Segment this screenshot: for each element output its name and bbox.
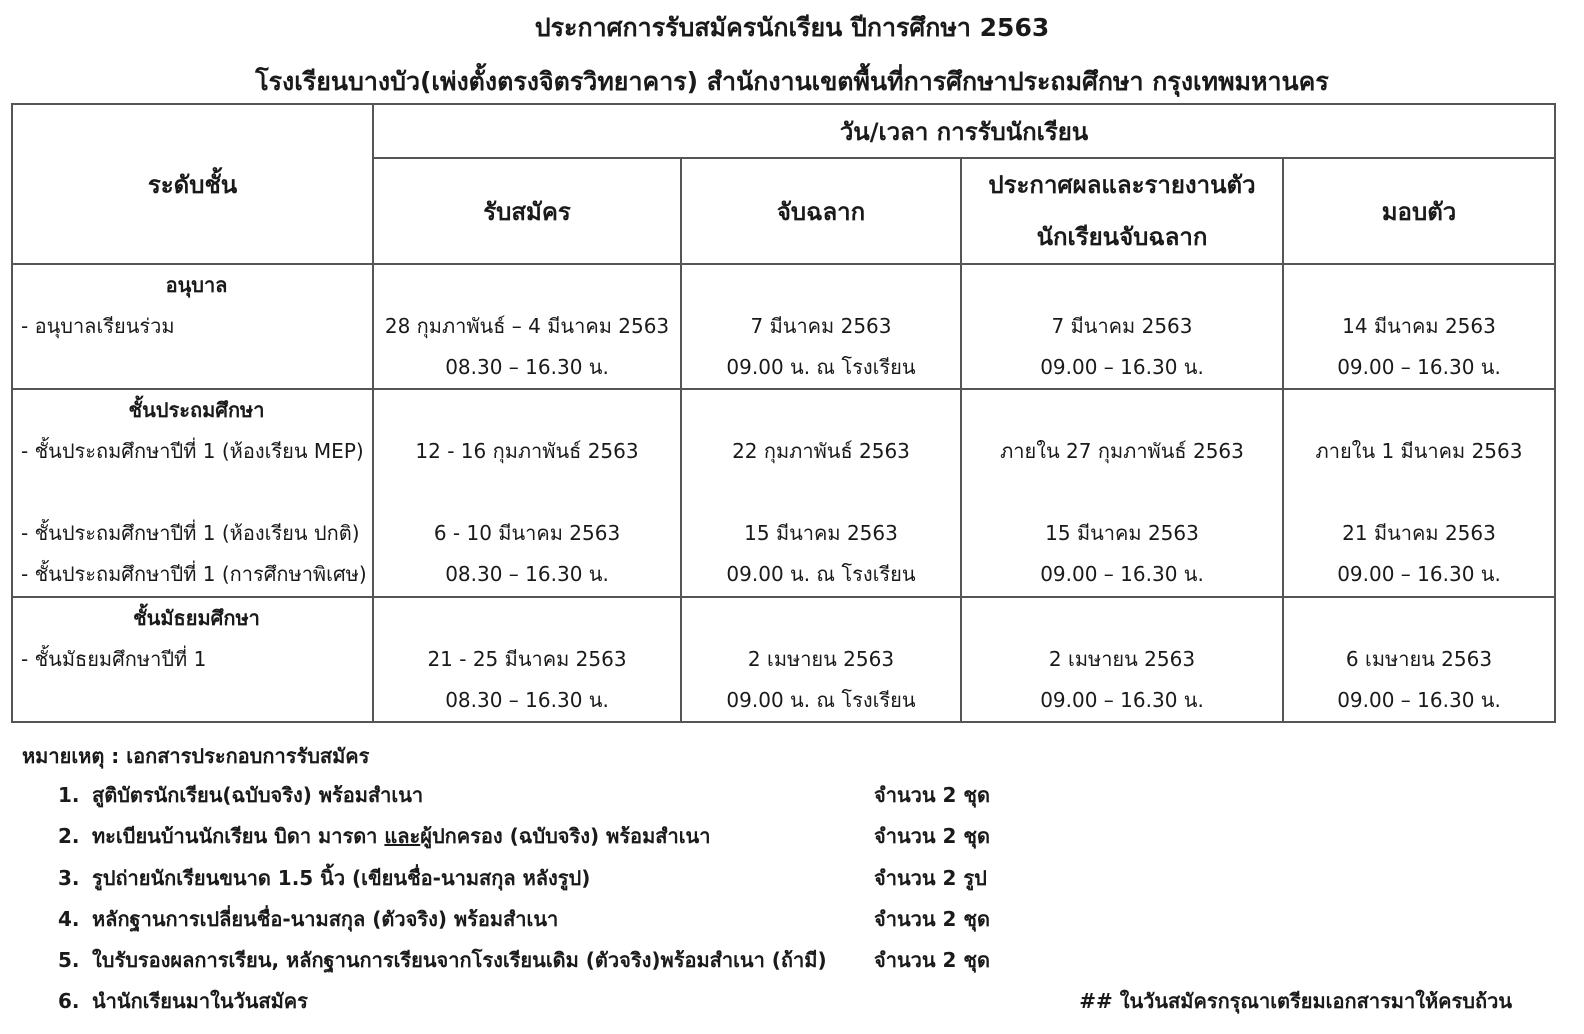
apply-date: 6 - 10 มีนาคม 2563	[433, 521, 621, 545]
note-text: หลักฐานการเปลี่ยนชื่อ-นามสกุล (ตัวจริง) พร้อมสำเนา	[92, 906, 559, 931]
announce-date: ภายใน 27 กุมภาพันธ์ 2563	[1000, 439, 1244, 463]
note-text	[92, 816, 710, 857]
apply-date: 28 กุมภาพันธ์ – 4 มีนาคม 2563	[384, 314, 670, 338]
note-text-part: ผู้ปกครอง (ฉบับจริง) พร้อมสำเนา	[420, 824, 711, 849]
notes-section	[22, 737, 1562, 1023]
header-report: มอบตัว	[1283, 158, 1555, 264]
report-cell	[1283, 264, 1555, 389]
note-text: รูปถ่ายนักเรียนขนาด 1.5 นิ้ว (เขียนชื่อ-นามสกุล หลังรูป)	[92, 865, 591, 890]
announce-cell	[961, 597, 1283, 722]
report-time: 09.00 – 16.30 น.	[1337, 688, 1501, 712]
group-label: ชั้นประถมศึกษา	[128, 398, 265, 422]
list-item	[22, 981, 1562, 1022]
note-quantity: จำนวน 2 ชุด	[874, 824, 990, 849]
note-number: 5.	[58, 948, 80, 973]
apply-cell	[373, 264, 681, 389]
page-title: ประกาศการรับสมัครนักเรียน ปีการศึกษา 2563	[534, 13, 1050, 42]
announce-date: 2 เมษายน 2563	[1048, 647, 1196, 671]
schedule-table	[11, 103, 1556, 723]
apply-time: 08.30 – 16.30 น.	[445, 688, 609, 712]
note-quantity: จำนวน 2 ชุด	[874, 906, 990, 931]
report-date: 14 มีนาคม 2563	[1342, 314, 1496, 338]
list-item	[22, 858, 1562, 899]
notes-heading: หมายเหตุ : เอกสารประกอบการรับสมัคร	[22, 744, 370, 768]
apply-cell	[373, 389, 681, 597]
page-subtitle: โรงเรียนบางบัว(เพ่งตั้งตรงจิตรวิทยาคาร) สำนักงานเขตพื้นที่การศึกษาประถมศึกษา กรุงเทพมหานคร	[255, 67, 1329, 96]
lottery-date: 15 มีนาคม 2563	[744, 521, 898, 545]
apply-date: 21 - 25 มีนาคม 2563	[427, 647, 627, 671]
list-item	[22, 940, 1562, 981]
group-label: ชั้นมัธยมศึกษา	[133, 606, 260, 630]
note-text-part: ทะเบียนบ้านนักเรียน บิดา มารดา	[92, 824, 385, 849]
note-number: 3.	[58, 865, 80, 890]
lottery-date: 7 มีนาคม 2563	[750, 314, 892, 338]
header-announce	[961, 158, 1283, 264]
note-number: 6.	[58, 989, 80, 1014]
level-cell	[12, 389, 373, 597]
header-lottery: จับฉลาก	[681, 158, 961, 264]
apply-time: 08.30 – 16.30 น.	[445, 355, 609, 379]
header-apply: รับสมัคร	[373, 158, 681, 264]
header-date-time: วัน/เวลา การรับนักเรียน	[373, 104, 1555, 158]
apply-time: 08.30 – 16.30 น.	[445, 562, 609, 586]
note-text: ใบรับรองผลการเรียน, หลักฐานการเรียนจากโรงเรียนเดิม (ตัวจริง)พร้อมสำเนา (ถ้ามี)	[92, 948, 827, 973]
level-item: - อนุบาลเรียนร่วม	[21, 314, 175, 338]
announce-time: 09.00 – 16.30 น.	[1040, 688, 1204, 712]
level-item: - ชั้นประถมศึกษาปีที่ 1 (ห้องเรียน MEP)	[21, 439, 364, 463]
note-quantity: จำนวน 2 ชุด	[874, 948, 990, 973]
lottery-date: 22 กุมภาพันธ์ 2563	[732, 439, 910, 463]
lottery-time: 09.00 น. ณ โรงเรียน	[726, 562, 916, 586]
lottery-date: 2 เมษายน 2563	[747, 647, 895, 671]
list-item	[22, 775, 1562, 816]
header-level: ระดับชั้น	[12, 104, 373, 264]
lottery-cell	[681, 597, 961, 722]
note-text: สูติบัตรนักเรียน(ฉบับจริง) พร้อมสำเนา	[92, 783, 424, 807]
level-item: - ชั้นประถมศึกษาปีที่ 1 (ห้องเรียน ปกติ)	[21, 521, 360, 545]
report-time: 09.00 – 16.30 น.	[1337, 355, 1501, 379]
table-row	[12, 389, 1555, 597]
note-quantity: จำนวน 2 ชุด	[874, 783, 990, 807]
note-number: 1.	[58, 783, 80, 807]
announce-time: 09.00 – 16.30 น.	[1040, 562, 1204, 586]
lottery-cell	[681, 264, 961, 389]
report-date: 21 มีนาคม 2563	[1342, 521, 1496, 545]
note-remark: ## ในวันสมัครกรุณาเตรียมเอกสารมาให้ครบถ้วน	[1079, 989, 1512, 1014]
lottery-time: 09.00 น. ณ โรงเรียน	[726, 688, 916, 712]
note-number: 2.	[58, 824, 80, 849]
announce-cell	[961, 264, 1283, 389]
note-quantity: จำนวน 2 รูป	[874, 865, 987, 890]
report-time: 09.00 – 16.30 น.	[1337, 562, 1501, 586]
report-date: ภายใน 1 มีนาคม 2563	[1315, 439, 1523, 463]
level-cell	[12, 264, 373, 389]
note-text: นำนักเรียนมาในวันสมัคร	[92, 989, 308, 1014]
announce-date: 15 มีนาคม 2563	[1045, 521, 1199, 545]
level-cell	[12, 597, 373, 722]
announce-time: 09.00 – 16.30 น.	[1040, 355, 1204, 379]
header-announce-line2: นักเรียนจับฉลาก	[1036, 223, 1208, 251]
announce-date: 7 มีนาคม 2563	[1051, 314, 1193, 338]
lottery-time: 09.00 น. ณ โรงเรียน	[726, 355, 916, 379]
list-item	[22, 816, 1562, 857]
level-item: - ชั้นประถมศึกษาปีที่ 1 (การศึกษาพิเศษ)	[21, 562, 367, 586]
table-row	[12, 264, 1555, 389]
apply-cell	[373, 597, 681, 722]
announce-cell	[961, 389, 1283, 597]
note-text-underlined: และ	[384, 824, 421, 849]
lottery-cell	[681, 389, 961, 597]
group-label: อนุบาล	[165, 273, 228, 297]
note-number: 4.	[58, 906, 80, 931]
report-cell	[1283, 597, 1555, 722]
list-item	[22, 899, 1562, 940]
report-cell	[1283, 389, 1555, 597]
apply-date: 12 - 16 กุมภาพันธ์ 2563	[415, 439, 639, 463]
header-announce-line1: ประกาศผลและรายงานตัว	[988, 171, 1256, 199]
table-row	[12, 597, 1555, 722]
report-date: 6 เมษายน 2563	[1345, 647, 1493, 671]
level-item: - ชั้นมัธยมศึกษาปีที่ 1	[21, 647, 207, 671]
